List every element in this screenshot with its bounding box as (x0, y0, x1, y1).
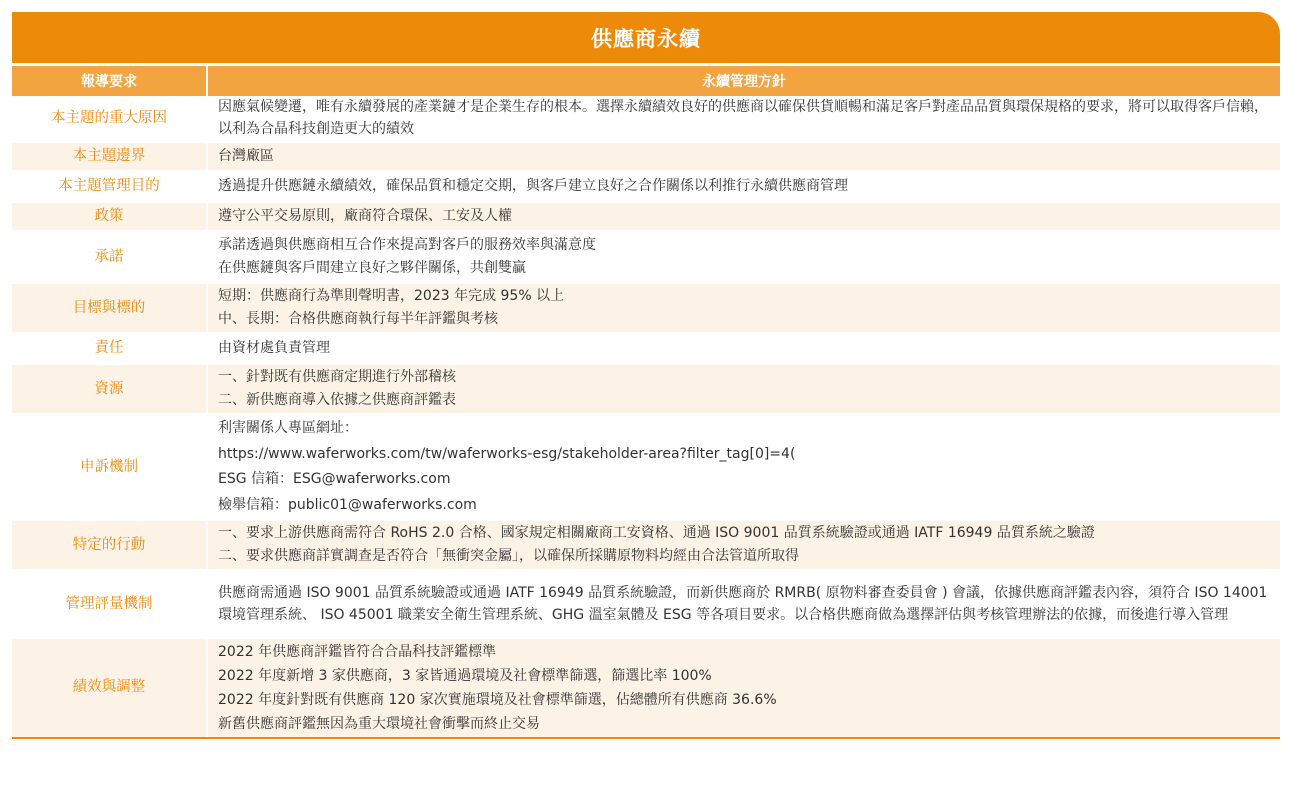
row-content (207, 571, 1280, 638)
table-row (12, 142, 1280, 172)
row-label-targets: 目標與標的 (12, 283, 207, 334)
table-row (12, 232, 1280, 283)
row-content (207, 415, 1280, 520)
content-line: 在供應鏈與客戶間建立良好之夥伴關係，共創雙贏 (218, 260, 526, 276)
table-row (12, 415, 1280, 520)
row-label-responsibility: 責任 (12, 334, 207, 364)
content-line: 遵守公平交易原則，廠商符合環保、工安及人權 (218, 208, 512, 224)
row-content (207, 334, 1280, 364)
row-content (207, 520, 1280, 571)
content-line: 利害關係人專區網址： (218, 420, 358, 436)
table-row (12, 283, 1280, 334)
content-line: 二、要求供應商詳實調查是否符合「無衝突金屬」，以確保所採購原物料均經由合法管道所取得 (218, 548, 799, 564)
content-line: 由資材處負責管理 (218, 340, 330, 356)
table-row (12, 96, 1280, 142)
esg-mailbox: ESG 信箱：ESG@waferworks.com (218, 471, 451, 487)
column-header-requirement: 報導要求 (12, 66, 207, 96)
row-content (207, 202, 1280, 232)
row-label-commitment: 承諾 (12, 232, 207, 283)
table-row (12, 571, 1280, 638)
row-label-purpose: 本主題管理目的 (12, 172, 207, 202)
row-label-performance: 績效與調整 (12, 638, 207, 738)
table-row (12, 202, 1280, 232)
panel-title: 供應商永續 (12, 12, 1280, 63)
row-label-boundary: 本主題邊界 (12, 142, 207, 172)
content-line: 承諾透過與供應商相互合作來提高對客戶的服務效率與滿意度 (218, 237, 596, 253)
column-header-approach: 永續管理方針 (207, 66, 1280, 96)
content-line: 短期：供應商行為準則聲明書，2023 年完成 95% 以上 (218, 288, 565, 304)
content-line: 中、長期：合格供應商執行每半年評鑑與考核 (218, 311, 498, 327)
content-line: 2022 年度新增 3 家供應商，3 家皆通過環境及社會標準篩選，篩選比率 100% (218, 667, 712, 684)
table-row (12, 172, 1280, 202)
content-line: 新舊供應商評鑑無因為重大環境社會衝擊而終止交易 (218, 715, 540, 732)
row-label-evaluation-mechanism: 管理評量機制 (12, 571, 207, 638)
row-label-material-reason: 本主題的重大原因 (12, 96, 207, 142)
content-line: 一、要求上游供應商需符合 RoHS 2.0 合格、國家規定相關廠商工安資格、通過 ISO 9001 品質系統驗證或通過 IATF 16949 品質系統之驗證 (218, 525, 1095, 541)
table-row (12, 364, 1280, 415)
row-content (207, 638, 1280, 738)
whistleblower-mailbox: 檢舉信箱：public01@waferworks.com (218, 496, 477, 513)
stakeholder-area-link: https://www.waferworks.com/tw/waferworks-esg/stakeholder-area?filter_tag[0]=4( (218, 445, 796, 462)
row-content (207, 364, 1280, 415)
content-line: 因應氣候變遷，唯有永續發展的產業鏈才是企業生存的根本。選擇永續績效良好的供應商以確保供貨順暢和滿足客戶對產品品質與環保規格的要求，將可以取得客戶信賴，以利為合晶科技創造更大的績效 (218, 99, 1268, 137)
row-content (207, 232, 1280, 283)
table-row (12, 638, 1280, 738)
row-label-grievance: 申訴機制 (12, 415, 207, 520)
table-row (12, 334, 1280, 364)
row-content (207, 172, 1280, 202)
supplier-sustainability-panel (12, 12, 1280, 739)
row-label-policy: 政策 (12, 202, 207, 232)
row-content (207, 96, 1280, 142)
row-content (207, 142, 1280, 172)
content-line: 2022 年供應商評鑑皆符合合晶科技評鑑標準 (218, 643, 497, 660)
content-line: 2022 年度針對既有供應商 120 家次實施環境及社會標準篩選，佔總體所有供應商 36.6% (218, 691, 777, 708)
row-label-resources: 資源 (12, 364, 207, 415)
content-line: 二、新供應商導入依據之供應商評鑑表 (218, 392, 456, 408)
management-approach-table (12, 66, 1280, 739)
content-line: 台灣廠區 (218, 148, 274, 164)
content-line: 透過提升供應鏈永續績效，確保品質和穩定交期，與客戶建立良好之合作關係以利推行永續供應商管理 (218, 178, 848, 194)
content-line: 一、針對既有供應商定期進行外部稽核 (218, 369, 456, 385)
content-line: 供應商需通過 ISO 9001 品質系統驗證或通過 IATF 16949 品質系統驗證，而新供應商於 RMRB( 原物料審查委員會 ) 會議，依據供應商評鑑表內容，須符合 ISO 14001 環境管理系統、 ISO 45001 職業安全衛生管理系統、GHG 溫室氣體及 ESG 等各項目要求。以合格供應商做為選擇評估與考核管理辦法的依據，而後進行導入管理 (218, 585, 1268, 623)
table-row (12, 520, 1280, 571)
row-content (207, 283, 1280, 334)
row-label-specific-actions: 特定的行動 (12, 520, 207, 571)
